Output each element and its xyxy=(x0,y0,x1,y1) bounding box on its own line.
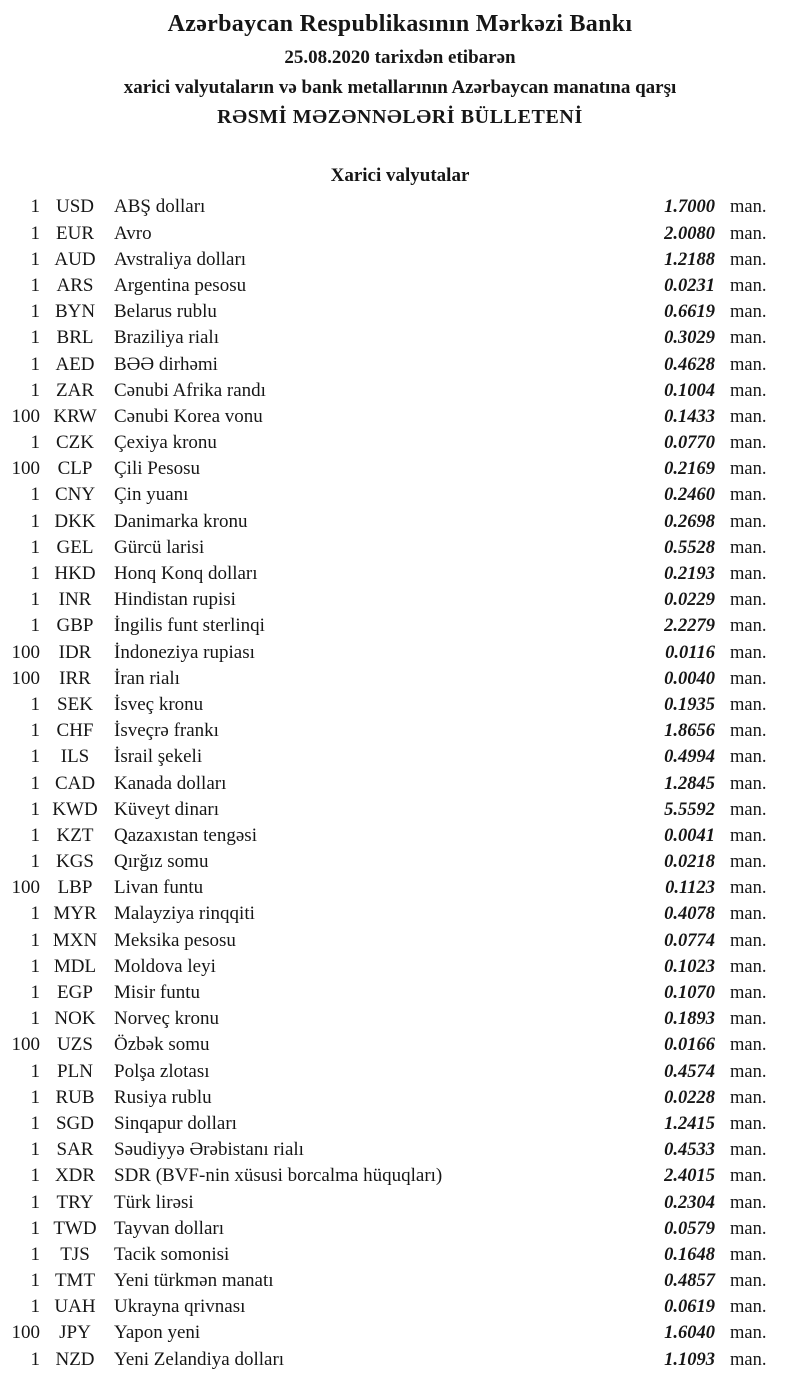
rate-value: 0.0166 xyxy=(664,1035,715,1056)
quantity: 1 xyxy=(30,903,40,925)
quantity: 1 xyxy=(30,798,40,820)
table-row xyxy=(0,901,800,927)
table-row xyxy=(0,194,800,220)
rate-value: 0.1648 xyxy=(664,1244,715,1265)
currency-name: Çin yuanı xyxy=(114,484,189,506)
table-row xyxy=(0,1216,800,1242)
quantity: 1 xyxy=(30,353,40,375)
currency-name: Gürcü larisi xyxy=(114,536,205,558)
quantity: 1 xyxy=(30,615,40,637)
table-row xyxy=(0,744,800,770)
currency-name: Kanada dolları xyxy=(114,772,227,794)
currency-code: AUD xyxy=(54,248,96,270)
currency-name: Livan funtu xyxy=(114,877,204,899)
rate-value: 0.0228 xyxy=(664,1087,715,1108)
table-row xyxy=(0,875,800,901)
unit-label: man. xyxy=(730,459,767,480)
currency-name: İsrail şekeli xyxy=(114,746,203,768)
quantity: 100 xyxy=(11,877,40,899)
rate-value: 0.1893 xyxy=(664,1009,715,1030)
quantity: 1 xyxy=(30,1191,40,1213)
table-row xyxy=(0,404,800,430)
currency-name: Tacik somonisi xyxy=(114,1243,230,1265)
quantity: 1 xyxy=(30,772,40,794)
rate-value: 0.2193 xyxy=(664,564,715,585)
currency-name: Polşa zlotası xyxy=(114,1060,210,1082)
table-row xyxy=(0,561,800,587)
unit-label: man. xyxy=(730,1244,767,1265)
table-row xyxy=(0,1006,800,1032)
quantity: 1 xyxy=(30,1296,40,1318)
currency-code: TRY xyxy=(56,1191,94,1213)
quantity: 1 xyxy=(30,746,40,768)
currency-code: CNY xyxy=(54,484,96,506)
rate-value: 5.5592 xyxy=(664,799,715,820)
currency-code: MDL xyxy=(53,955,97,977)
unit-label: man. xyxy=(730,1349,767,1370)
table-row xyxy=(0,430,800,456)
rate-value: 0.1004 xyxy=(664,380,715,401)
currency-code: PLN xyxy=(57,1060,93,1082)
currency-code: NOK xyxy=(54,1008,96,1030)
unit-label: man. xyxy=(730,1113,767,1134)
currency-name: Səudiyyə Ərəbistanı rialı xyxy=(114,1139,304,1161)
table-row xyxy=(0,1294,800,1320)
unit-label: man. xyxy=(730,983,767,1004)
rate-value: 1.2845 xyxy=(664,773,715,794)
rate-value: 2.0080 xyxy=(664,223,715,244)
quantity: 100 xyxy=(11,1034,40,1056)
table-row xyxy=(0,299,800,325)
currency-code: EUR xyxy=(56,222,94,244)
quantity: 1 xyxy=(30,851,40,873)
currency-name: Honq Konq dolları xyxy=(114,563,258,585)
currency-code: KZT xyxy=(56,824,94,846)
quantity: 1 xyxy=(30,327,40,349)
currency-code: GEL xyxy=(56,536,94,558)
rate-value: 0.0619 xyxy=(664,1297,715,1318)
rate-value: 1.7000 xyxy=(664,197,715,218)
currency-name: İsveçrə frankı xyxy=(114,720,219,742)
currency-name: Cənubi Korea vonu xyxy=(114,405,263,427)
quantity: 1 xyxy=(30,510,40,532)
unit-label: man. xyxy=(730,1323,767,1344)
rate-value: 0.4994 xyxy=(664,747,715,768)
unit-label: man. xyxy=(730,380,767,401)
unit-label: man. xyxy=(730,564,767,585)
rate-value: 0.2169 xyxy=(664,459,715,480)
unit-label: man. xyxy=(730,852,767,873)
table-row xyxy=(0,1190,800,1216)
unit-label: man. xyxy=(730,1009,767,1030)
currency-code: RUB xyxy=(55,1086,95,1108)
currency-code: TMT xyxy=(54,1270,96,1292)
table-row xyxy=(0,221,800,247)
quantity: 1 xyxy=(30,1086,40,1108)
currency-name: Çili Pesosu xyxy=(114,458,201,480)
currency-name: İngilis funt sterlinqi xyxy=(114,615,265,637)
quantity: 1 xyxy=(30,1060,40,1082)
currency-name: Malayziya rinqqiti xyxy=(114,903,255,925)
currency-code: KWD xyxy=(52,798,98,820)
rate-value: 0.1433 xyxy=(664,406,715,427)
currency-name: Qazaxıstan tengəsi xyxy=(114,824,257,846)
table-row xyxy=(0,1320,800,1346)
rate-value: 0.2304 xyxy=(664,1192,715,1213)
rate-value: 0.4574 xyxy=(664,1061,715,1082)
rate-value: 0.0116 xyxy=(665,642,715,663)
currency-name: Cənubi Afrika randı xyxy=(114,379,266,401)
unit-label: man. xyxy=(730,878,767,899)
currency-name: Hindistan rupisi xyxy=(114,589,236,611)
currency-name: SDR (BVF-nin xüsusi borcalma hüquqları) xyxy=(114,1165,443,1187)
currency-code: INR xyxy=(58,589,92,611)
table-row xyxy=(0,1085,800,1111)
table-row xyxy=(0,666,800,692)
table-row xyxy=(0,1137,800,1163)
rate-value: 0.1935 xyxy=(664,694,715,715)
subject-line: xarici valyutaların və bank metallarının Azərbaycan manatına qarşı xyxy=(123,76,677,98)
unit-label: man. xyxy=(730,406,767,427)
unit-label: man. xyxy=(730,433,767,454)
unit-label: man. xyxy=(730,1035,767,1056)
quantity: 1 xyxy=(30,301,40,323)
currency-code: MXN xyxy=(52,929,98,951)
unit-label: man. xyxy=(730,197,767,218)
quantity: 1 xyxy=(30,1139,40,1161)
currency-name: Avro xyxy=(114,222,152,244)
unit-label: man. xyxy=(730,1061,767,1082)
currency-code: KGS xyxy=(55,851,94,873)
currency-code: KRW xyxy=(53,405,97,427)
rate-value: 0.6619 xyxy=(664,302,715,323)
currency-code: TJS xyxy=(60,1243,90,1265)
rate-value: 0.4628 xyxy=(664,354,715,375)
currency-code: SAR xyxy=(56,1139,94,1161)
bulletin-title: RƏSMİ MƏZƏNNƏLƏRİ BÜLLETENİ xyxy=(217,106,583,129)
currency-code: IRR xyxy=(59,667,91,689)
currency-name: Meksika pesosu xyxy=(114,929,236,951)
currency-name: Tayvan dolları xyxy=(114,1217,224,1239)
quantity: 1 xyxy=(30,929,40,951)
table-row xyxy=(0,535,800,561)
table-row xyxy=(0,954,800,980)
unit-label: man. xyxy=(730,825,767,846)
currency-name: Misir funtu xyxy=(114,982,201,1004)
quantity: 1 xyxy=(30,1112,40,1134)
table-row xyxy=(0,456,800,482)
currency-code: GBP xyxy=(56,615,94,637)
unit-label: man. xyxy=(730,1140,767,1161)
currency-code: BYN xyxy=(54,301,96,323)
table-row xyxy=(0,980,800,1006)
unit-label: man. xyxy=(730,511,767,532)
table-row xyxy=(0,1347,800,1373)
quantity: 100 xyxy=(11,405,40,427)
rate-value: 0.0041 xyxy=(664,825,715,846)
currency-name: Türk lirəsi xyxy=(114,1191,194,1213)
section-title-foreign-currencies: Xarici valyutalar xyxy=(330,165,470,187)
currency-code: SGD xyxy=(55,1112,94,1134)
quantity: 1 xyxy=(30,379,40,401)
currency-name: Qırğız somu xyxy=(114,851,209,873)
currency-code: CZK xyxy=(56,432,94,454)
currency-code: HKD xyxy=(54,563,96,585)
unit-label: man. xyxy=(730,616,767,637)
quantity: 1 xyxy=(30,720,40,742)
quantity: 1 xyxy=(30,196,40,218)
unit-label: man. xyxy=(730,302,767,323)
table-row xyxy=(0,273,800,299)
table-row xyxy=(0,352,800,378)
currency-name: Özbək somu xyxy=(114,1034,210,1056)
quantity: 1 xyxy=(30,536,40,558)
currency-code: NZD xyxy=(55,1348,95,1370)
table-row xyxy=(0,1163,800,1189)
quantity: 1 xyxy=(30,563,40,585)
rate-value: 0.2460 xyxy=(664,485,715,506)
currency-code: UZS xyxy=(57,1034,93,1056)
quantity: 1 xyxy=(30,484,40,506)
rate-value: 0.1070 xyxy=(664,983,715,1004)
table-row xyxy=(0,692,800,718)
effective-date-line: 25.08.2020 tarixdən etibarən xyxy=(284,46,516,68)
currency-code: CAD xyxy=(54,772,96,794)
rate-value: 0.0229 xyxy=(664,590,715,611)
currency-name: Moldova leyi xyxy=(114,955,216,977)
quantity: 100 xyxy=(11,641,40,663)
quantity: 1 xyxy=(30,222,40,244)
rate-value: 0.1023 xyxy=(664,956,715,977)
currency-code: EGP xyxy=(57,982,93,1004)
unit-label: man. xyxy=(730,930,767,951)
currency-code: JPY xyxy=(59,1322,91,1344)
table-row xyxy=(0,771,800,797)
rate-value: 0.4078 xyxy=(664,904,715,925)
unit-label: man. xyxy=(730,537,767,558)
table-row xyxy=(0,823,800,849)
currency-code: USD xyxy=(55,196,94,218)
rate-value: 1.6040 xyxy=(664,1323,715,1344)
rate-value: 2.4015 xyxy=(664,1166,715,1187)
currency-name: BƏƏ dirhəmi xyxy=(114,353,218,375)
quantity: 1 xyxy=(30,955,40,977)
unit-label: man. xyxy=(730,668,767,689)
currency-name: Yapon yeni xyxy=(114,1322,201,1344)
table-row xyxy=(0,1059,800,1085)
rate-value: 0.1123 xyxy=(665,878,715,899)
unit-label: man. xyxy=(730,1297,767,1318)
currency-code: ARS xyxy=(56,274,94,296)
quantity: 1 xyxy=(30,1165,40,1187)
currency-code: LBP xyxy=(57,877,93,899)
currency-name: Argentina pesosu xyxy=(114,274,247,296)
table-row xyxy=(0,247,800,273)
unit-label: man. xyxy=(730,956,767,977)
currency-code: BRL xyxy=(56,327,94,349)
rate-value: 1.8656 xyxy=(664,721,715,742)
rate-value: 0.0774 xyxy=(664,930,715,951)
currency-name: İran rialı xyxy=(114,667,180,689)
quantity: 1 xyxy=(30,693,40,715)
rate-value: 0.0218 xyxy=(664,852,715,873)
rate-value: 0.2698 xyxy=(664,511,715,532)
unit-label: man. xyxy=(730,275,767,296)
currency-name: Rusiya rublu xyxy=(114,1086,212,1108)
rate-value: 0.0770 xyxy=(664,433,715,454)
rate-value: 1.1093 xyxy=(664,1349,715,1370)
currency-code: CHF xyxy=(56,720,94,742)
unit-label: man. xyxy=(730,1192,767,1213)
quantity: 1 xyxy=(30,1243,40,1265)
rates-table xyxy=(0,194,800,1372)
currency-name: Danimarka kronu xyxy=(114,510,248,532)
unit-label: man. xyxy=(730,328,767,349)
quantity: 1 xyxy=(30,274,40,296)
currency-code: ZAR xyxy=(56,379,94,401)
currency-name: İndoneziya rupiası xyxy=(114,641,255,663)
table-row xyxy=(0,1111,800,1137)
currency-code: XDR xyxy=(54,1165,96,1187)
rate-value: 0.4857 xyxy=(664,1271,715,1292)
unit-label: man. xyxy=(730,223,767,244)
unit-label: man. xyxy=(730,773,767,794)
currency-name: Norveç kronu xyxy=(114,1008,219,1030)
table-row xyxy=(0,640,800,666)
table-row xyxy=(0,509,800,535)
quantity: 100 xyxy=(11,1322,40,1344)
unit-label: man. xyxy=(730,642,767,663)
bank-name-title: Azərbaycan Respublikasının Mərkəzi Bankı xyxy=(167,11,633,37)
currency-name: Sinqapur dolları xyxy=(114,1112,237,1134)
currency-name: ABŞ dolları xyxy=(114,196,206,218)
rate-value: 0.0579 xyxy=(664,1218,715,1239)
quantity: 1 xyxy=(30,1348,40,1370)
unit-label: man. xyxy=(730,485,767,506)
table-row xyxy=(0,797,800,823)
currency-code: UAH xyxy=(54,1296,96,1318)
table-row xyxy=(0,1242,800,1268)
currency-name: Küveyt dinarı xyxy=(114,798,220,820)
table-row xyxy=(0,378,800,404)
table-row xyxy=(0,325,800,351)
unit-label: man. xyxy=(730,694,767,715)
rate-value: 0.5528 xyxy=(664,537,715,558)
currency-code: AED xyxy=(55,353,95,375)
currency-name: Yeni türkmən manatı xyxy=(114,1270,274,1292)
currency-name: Belarus rublu xyxy=(114,301,217,323)
currency-name: İsveç kronu xyxy=(114,693,204,715)
table-row xyxy=(0,1032,800,1058)
currency-code: MYR xyxy=(53,903,97,925)
currency-name: Yeni Zelandiya dolları xyxy=(114,1348,285,1370)
rate-value: 1.2188 xyxy=(664,249,715,270)
table-row xyxy=(0,613,800,639)
table-row xyxy=(0,928,800,954)
quantity: 1 xyxy=(30,1008,40,1030)
rate-value: 0.4533 xyxy=(664,1140,715,1161)
currency-code: IDR xyxy=(58,641,92,663)
unit-label: man. xyxy=(730,1087,767,1108)
table-row xyxy=(0,718,800,744)
unit-label: man. xyxy=(730,721,767,742)
currency-name: Çexiya kronu xyxy=(114,432,217,454)
currency-code: TWD xyxy=(53,1217,97,1239)
currency-name: Avstraliya dolları xyxy=(114,248,247,270)
unit-label: man. xyxy=(730,590,767,611)
quantity: 100 xyxy=(11,458,40,480)
quantity: 1 xyxy=(30,589,40,611)
unit-label: man. xyxy=(730,747,767,768)
unit-label: man. xyxy=(730,249,767,270)
unit-label: man. xyxy=(730,1166,767,1187)
quantity: 1 xyxy=(30,248,40,270)
currency-code: SEK xyxy=(57,693,93,715)
unit-label: man. xyxy=(730,1271,767,1292)
table-row xyxy=(0,849,800,875)
rate-value: 0.0040 xyxy=(664,668,715,689)
quantity: 100 xyxy=(11,667,40,689)
table-row xyxy=(0,482,800,508)
unit-label: man. xyxy=(730,354,767,375)
quantity: 1 xyxy=(30,432,40,454)
rate-value: 0.0231 xyxy=(664,275,715,296)
table-row xyxy=(0,587,800,613)
quantity: 1 xyxy=(30,824,40,846)
currency-code: CLP xyxy=(57,458,93,480)
currency-code: ILS xyxy=(60,746,90,768)
currency-code: DKK xyxy=(54,510,96,532)
unit-label: man. xyxy=(730,1218,767,1239)
currency-name: Braziliya rialı xyxy=(114,327,219,349)
rate-value: 0.3029 xyxy=(664,328,715,349)
unit-label: man. xyxy=(730,799,767,820)
table-row xyxy=(0,1268,800,1294)
currency-name: Ukrayna qrivnası xyxy=(114,1296,246,1318)
quantity: 1 xyxy=(30,1270,40,1292)
unit-label: man. xyxy=(730,904,767,925)
quantity: 1 xyxy=(30,982,40,1004)
quantity: 1 xyxy=(30,1217,40,1239)
rate-value: 2.2279 xyxy=(664,616,715,637)
rate-value: 1.2415 xyxy=(664,1113,715,1134)
